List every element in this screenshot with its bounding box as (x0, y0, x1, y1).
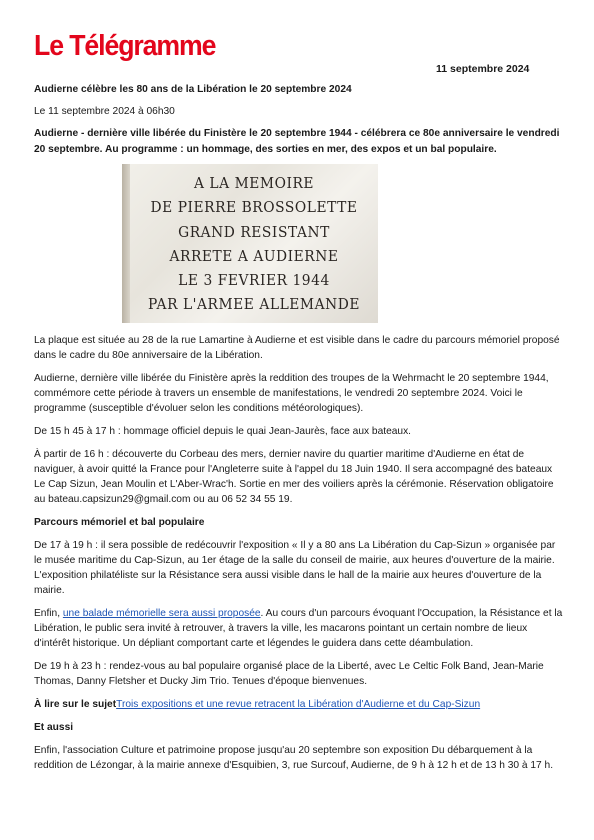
memorial-plaque-image (122, 164, 378, 323)
balade-link[interactable]: une balade mémorielle sera aussi proposée (62, 608, 261, 619)
plaque-line: PAR L'ARMEE ALLEMANDE (147, 295, 361, 314)
read-also-link[interactable]: Trois expositions et une revue retracent la Libération d'Audierne et du Cap-Sizun (116, 699, 481, 710)
article-lead: Audierne - dernière ville libérée du Finistère le 20 septembre 1944 - célébrera ce 80e anniversaire le vendredi 20 septembre. Au programme : un hommage, des sorties en mer, des expos et un bal populaire. (34, 128, 560, 155)
plaque-inscription (140, 171, 368, 317)
paragraph-plaque-caption: La plaque est située au 28 de la rue Lamartine à Audierne et est visible dans le cadre du parcours mémoriel proposé dans le cadre du 80e anniversaire de la Libération. (34, 335, 560, 361)
article-headline: Audierne célèbre les 80 ans de la Libération le 20 septembre 2024 (34, 84, 352, 95)
read-also (34, 697, 564, 712)
plaque-line: A LA MEMOIRE (193, 174, 315, 192)
issue-date: 11 septembre 2024 (436, 63, 530, 75)
plaque-line: DE PIERRE BROSSOLETTE (150, 198, 358, 217)
plaque-line: ARRETE A AUDIERNE (169, 246, 339, 265)
plaque-line: LE 3 FEVRIER 1944 (178, 271, 330, 290)
paragraph-hommage: De 15 h 45 à 17 h : hommage officiel depuis le quai Jean-Jaurès, face aux bateaux. (34, 426, 411, 437)
newspaper-logo: Le Télégramme (34, 30, 216, 62)
plaque-line: GRAND RESISTANT (178, 222, 330, 241)
paragraph-intro: Audierne, dernière ville libérée du Finistère après la reddition des troupes de la Wehrmacht le 20 septembre 1944, commémore cette période à travers un ensemble de manifestations, le vendredi 20 septembre 2024. Voici le programme (susceptible d'évoluer selon les conditions météorologiques). (34, 373, 549, 414)
paragraph-culture: Enfin, l'association Culture et patrimoine propose jusqu'au 20 septembre son exposition Du débarquement à la reddition de Lézongar, à la mairie annexe d'Esquibien, 3, rue Surcouf, Audierne, de 9 h à 12 h et de 13 h 30 à 17 h. (34, 745, 554, 771)
paragraph-bateaux: À partir de 16 h : découverte du Corbeau des mers, dernier navire du quartier maritime d'Audierne en état de naviguer, à avoir quitté la France pour l'Angleterre suite à l'appel du 18 Juin 1940. Il sera accompagné des bateaux Le Cap Sizun, Jean Moulin et L'Aber-Wrac'h. Sortie en mer des voiliers après la cérémonie. Réservation obligatoire au bateau.capsizun29@gmail.com ou au 06 52 34 55 19. (34, 449, 554, 505)
balade-prefix: Enfin, (34, 608, 63, 619)
balade-rest: . Au cours d'un parcours évoquant l'Occupation, la Résistance et la Libération, le public sera invité à retrouver, à travers la ville, les macarons pointant un certain nombre de lieux d'intérêt historique. Un dépliant comportant carte et légendes le guidera dans cette déambulation. (34, 608, 563, 649)
publication-date: Le 11 septembre 2024 à 06h30 (34, 106, 175, 117)
paragraph-exposition: De 17 à 19 h : il sera possible de redécouvrir l'exposition « Il y a 80 ans La Libération du Cap-Sizun » organisée par le musée maritime du Cap-Sizun, au 1er étage de la salle du conseil de mairie, aux heures d'ouverture de la mairie. L'exposition philatéliste sur la Résistance sera aussi visible dans le hall de la mairie aux heures d'ouverture de la mairie. (34, 540, 556, 596)
plaque-edge (122, 164, 130, 323)
section-heading-et-aussi: Et aussi (34, 722, 74, 733)
plaque-photo (122, 164, 378, 323)
article-body (34, 82, 564, 781)
paragraph-balade (34, 606, 564, 651)
paragraph-bal: De 19 h à 23 h : rendez-vous au bal populaire organisé place de la Liberté, avec Le Celtic Folk Band, Jean-Marie Thomas, Danny Fletsher et Ducky Jim Trio. Tenues d'époque bienvenues. (34, 661, 544, 687)
read-also-label: À lire sur le sujet (34, 699, 117, 710)
section-heading-parcours: Parcours mémoriel et bal populaire (34, 517, 205, 528)
